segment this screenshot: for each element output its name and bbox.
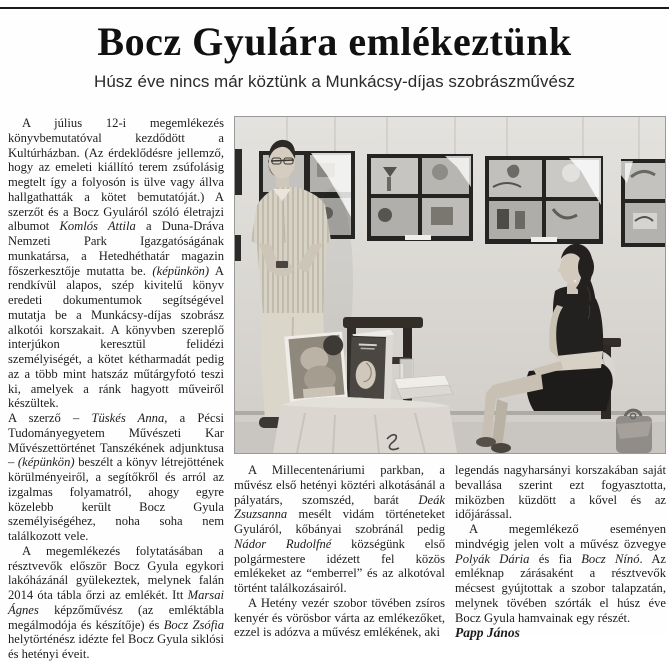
article-paragraph: A megemlékezés folytatásában a résztvevők először Bocz Gyula egykori lakóházánál gyülekeztek, melynek falán 2014 óta tábla őrzi az emlékét. Itt Marsai Ágnes képzőművész (az emléktábla megálmodója és készítője) és Bocz Zsófia helytörténész idézte fel Bocz Gyula siklósi és hetényi éveit. [8, 543, 224, 661]
artwork-panel [367, 154, 473, 241]
article-paragraph: A Hetény vezér szobor tövében zsíros kenyér és vörösbor várta az emlékezőket, ezzel is adózva a művész emlékének, aki [234, 595, 445, 640]
right-column [455, 463, 666, 641]
artwork-panel [235, 149, 242, 195]
standing-book [349, 328, 394, 400]
artwork-panel [235, 235, 241, 261]
article-paragraph: legendás nagyharsányi korszakában saját bevallása szerint ezt fogyasztotta, miközben küzdött a kővel és az időjárással. [455, 463, 666, 522]
article-title: Bocz Gyulára emlékeztünk [97, 19, 572, 64]
top-rule [0, 7, 669, 9]
sculpture-poster [284, 332, 348, 403]
article-photo-illustration [235, 117, 665, 453]
article-photo [234, 116, 666, 454]
left-column [8, 116, 224, 662]
article-paragraph: A szerző – Tüskés Anna, a Pécsi Tudományegyetem Művészeti Kar Művészettörténet Tanszékének adjunktusa – (képünkön) beszélt a könyv létrejöttének körülményeiről, a segítőkről és arról az izgalmas folyamatról, ahogy egyre közelebb került Bocz Gyula személyiségéhez, noha soha nem találkozott vele. [8, 411, 224, 543]
middle-column [234, 463, 445, 641]
author-byline: Papp János [455, 625, 520, 641]
bottom-columns [234, 463, 666, 641]
article-subtitle: Húsz éve nincs már köztünk a Munkácsy-díjas szobrászművész [94, 72, 575, 91]
photo-and-columns [234, 116, 666, 662]
article-paragraph: A megemlékező eseményen mindvégig jelen volt a művész özvegye Polyák Dária és fia Bocz Nínó. Az emléknap zárásaként a résztvevők mécsest gyújtottak a szobor talapzatán, melynek tövében szórták el húsz éve Bocz Gyula hamvainak egy részét. [455, 522, 667, 625]
article-body [8, 116, 666, 662]
artwork-panel [485, 156, 603, 244]
article-paragraph: A július 12-i megemlékezés könyvbemutatóval kezdődött a Kultúrházban. (Az érdeklődésre jellemző, hogy az emeleti kiállító terem zsúfolásig megtelt így a folyosón is ülve vagy állva hallgathatták a kötet bemutatóját.) A szerzőt és a Bocz Gyuláról szóló életrajzi albumot Komlós Attila a Duna-Dráva Nemzeti Park Igazgatóságának munkatársa, a Hetedhéthatár magazin főszerkesztője mutatta be. (képünkön) A rendkívül alapos, szép kivitelű könyv eredeti dokumentumok segítségével mutatja be a Munkácsy-díjas szobrász alkotói korszakait. A könyvben szereplő interjúkon keresztül felidézi személyiségét, a kötet kétharmadát pedig az a több mint hatszáz műtárgyfotó teszi ki, amelyek a ránk hagyott műveiről készültek. [8, 116, 224, 411]
artwork-panel [621, 159, 665, 247]
article-paragraph: A Millecentenáriumi parkban, a művész első hetényi köztéri alkotásánál a pályatárs, szomszéd, barát Deák Zsuzsanna mesélt vidám történeteket Gyuláról, kőbányai szobránál pedig Nádor Rudolfné községünk első polgármestere idézett fel közös emlékeket az “emberrel” és az alkotóval történt találkozásairól. [234, 463, 445, 595]
handbag [616, 410, 652, 453]
